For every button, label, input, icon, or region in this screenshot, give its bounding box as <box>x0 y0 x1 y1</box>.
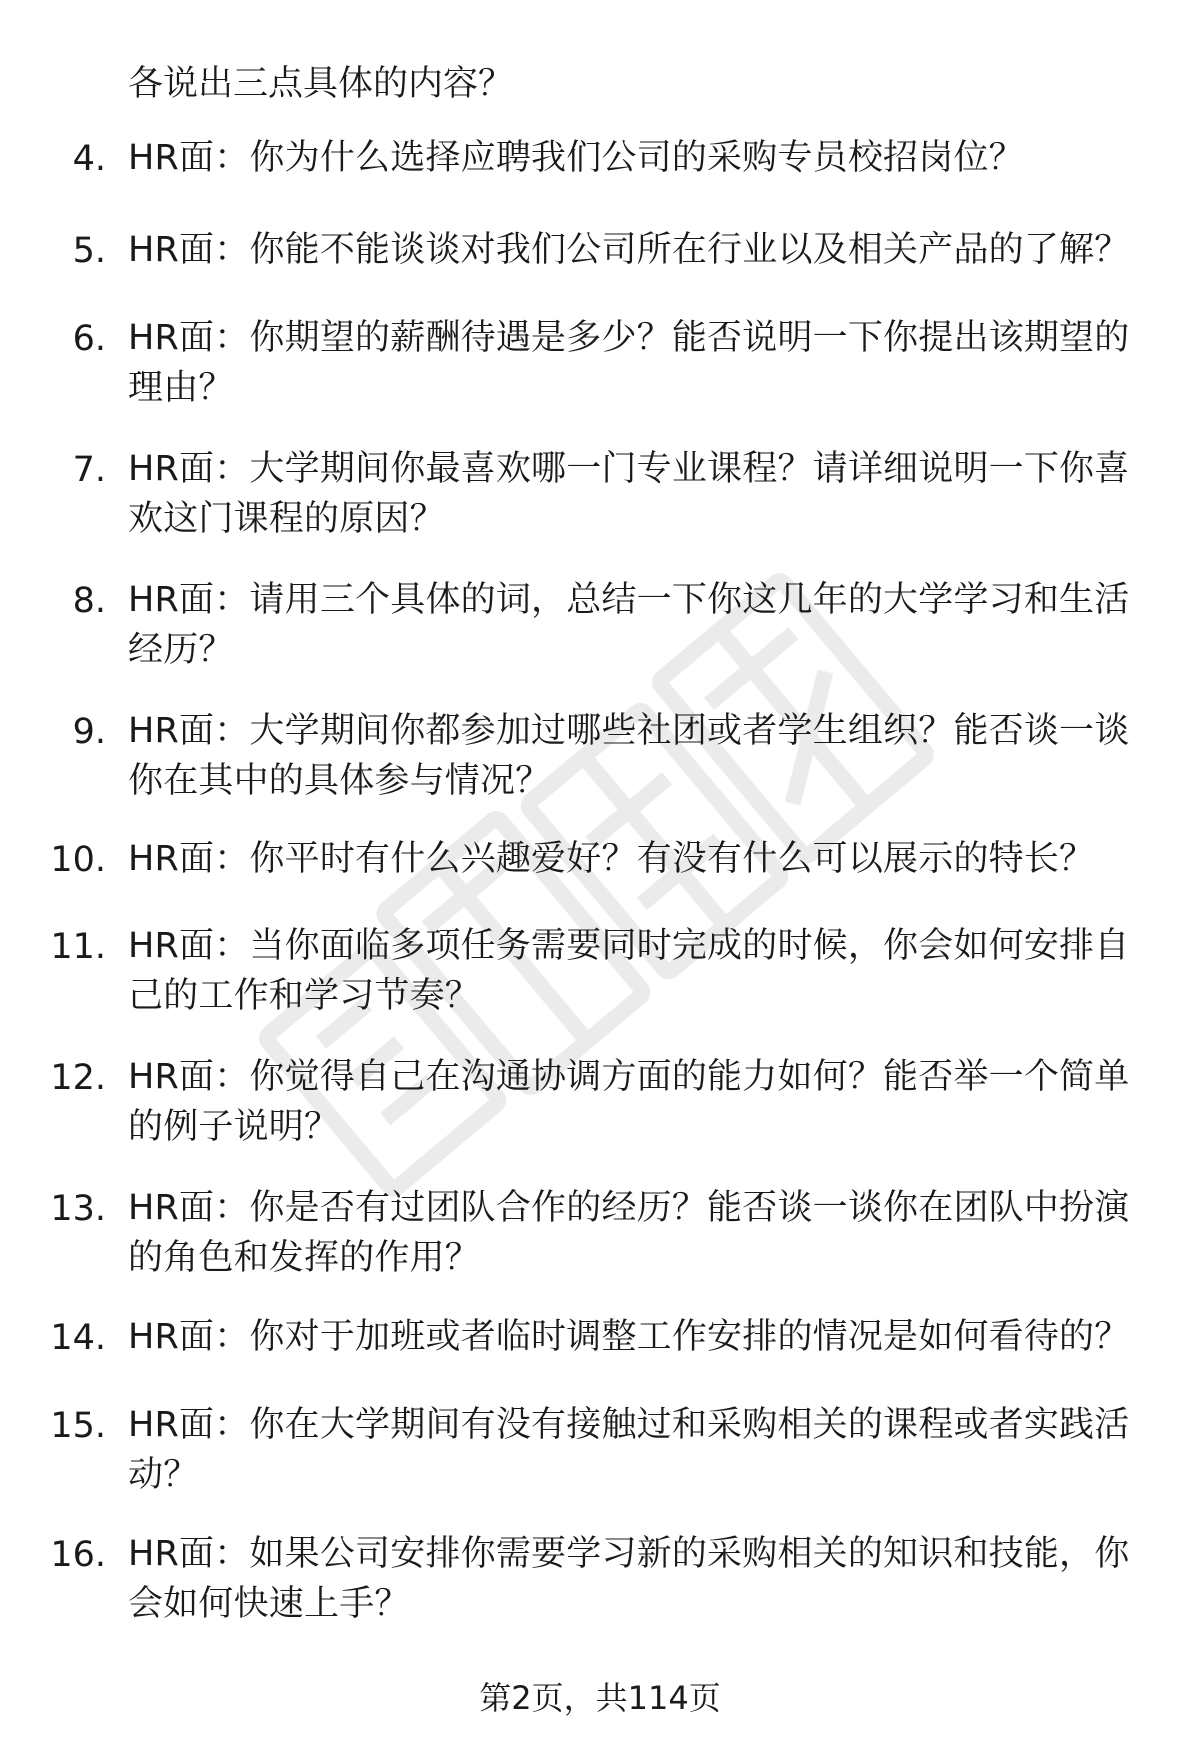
question-text: HR面：你平时有什么兴趣爱好？有没有什么可以展示的特长？ <box>128 839 1095 879</box>
question-text: HR面：你能不能谈谈对我们公司所在行业以及相关产品的了解？ <box>128 230 1130 270</box>
question-text: HR面：你期望的薪酬待遇是多少？能否说明一下你提出该期望的理由？ <box>128 318 1130 408</box>
question-number: 13. <box>50 1189 106 1229</box>
question-number: 14. <box>50 1318 106 1358</box>
question-number: 12. <box>50 1058 106 1098</box>
question-text: HR面：你是否有过团队合作的经历？能否谈一谈你在团队中扮演的角色和发挥的作用？ <box>128 1188 1130 1278</box>
question-number: 5. <box>72 231 106 271</box>
question-text: HR面：请用三个具体的词，总结一下你这几年的大学学习和生活经历？ <box>128 580 1130 670</box>
question-number: 10. <box>50 840 106 880</box>
question-text: HR面：大学期间你最喜欢哪一门专业课程？请详细说明一下你喜欢这门课程的原因？ <box>128 449 1130 539</box>
question-text: HR面：大学期间你都参加过哪些社团或者学生组织？能否谈一谈你在其中的具体参与情况？ <box>128 711 1130 801</box>
question-text: HR面：你觉得自己在沟通协调方面的能力如何？能否举一个简单的例子说明？ <box>128 1057 1130 1147</box>
question-text: HR面：你对于加班或者临时调整工作安排的情况是如何看待的？ <box>128 1317 1130 1357</box>
question-number: 8. <box>72 581 106 621</box>
question-number: 6. <box>72 319 106 359</box>
question-number: 7. <box>72 450 106 490</box>
question-text: HR面：你为什么选择应聘我们公司的采购专员校招岗位？ <box>128 138 1024 178</box>
page-number-label: 第2页，共114页 <box>479 1679 721 1717</box>
continuation-text: 各说出三点具体的内容？ <box>128 64 514 104</box>
question-number: 9. <box>72 712 106 752</box>
question-number: 16. <box>50 1535 106 1575</box>
question-text: HR面：你在大学期间有没有接触过和采购相关的课程或者实践活动？ <box>128 1405 1130 1495</box>
question-number: 4. <box>72 139 106 179</box>
question-number: 11. <box>50 927 106 967</box>
question-number: 15. <box>50 1406 106 1446</box>
question-text: HR面：如果公司安排你需要学习新的采购相关的知识和技能，你会如何快速上手？ <box>128 1534 1130 1624</box>
question-text: HR面：当你面临多项任务需要同时完成的时候，你会如何安排自己的工作和学习节奏？ <box>128 926 1130 1016</box>
page-footer <box>0 1676 1200 1720</box>
